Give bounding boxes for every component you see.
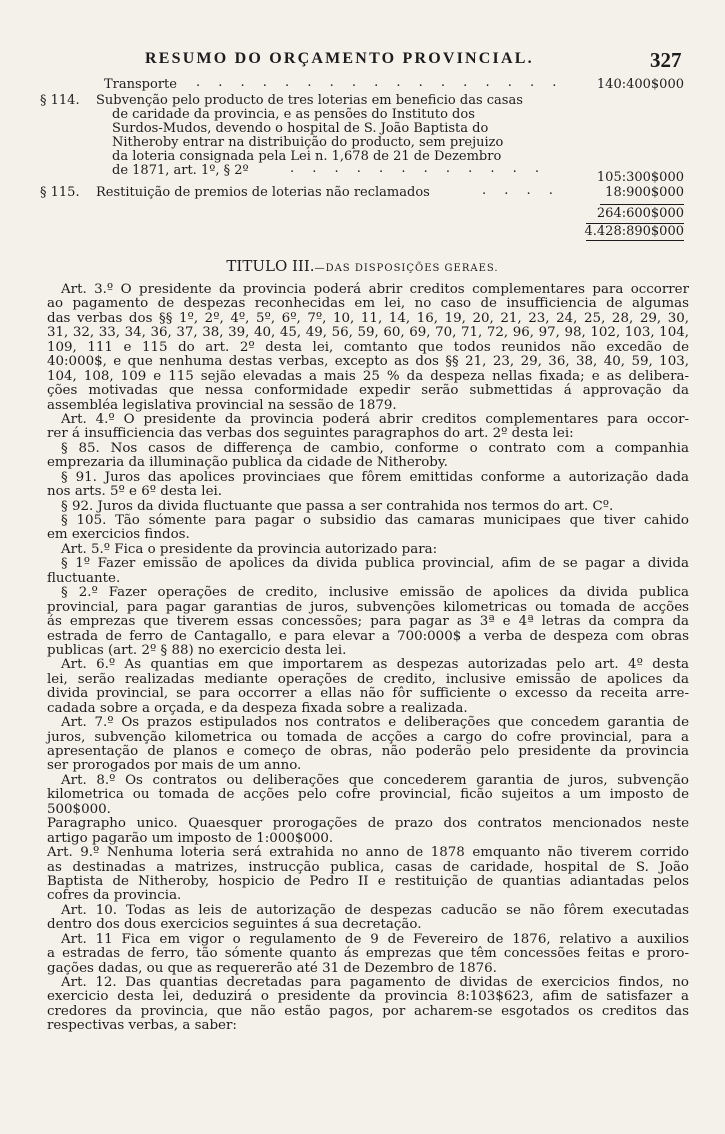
item-114-line: de caridade da provincia, e as pensões do Instituto dos <box>112 107 475 122</box>
text-line: das verbas dos §§ 1º, 2º, 4º, 5º, 6º, 7º, 10, 11, 14, 16, 19, 20, 21, 23, 24, 25, 28, 29, 30, <box>47 310 689 326</box>
running-head <box>0 48 725 72</box>
text-line: Art. 11 Fica em vigor o regulamento de 9 de Fevereiro de 1876, relativo a auxilios <box>61 931 689 947</box>
text-line: em exercicios findos. <box>47 527 190 543</box>
item-115-value: 18:900$000 <box>605 185 684 200</box>
text-line: 500$000. <box>47 801 111 817</box>
text-line: Art. 12. Das quantias decretadas para pagamento de dividas de exercicios findos, no <box>61 975 689 990</box>
text-line: cofres da provincia. <box>47 888 182 904</box>
section-115: § 115. <box>40 185 80 200</box>
text-line: credores da provincia, que não estão pagos, por acharem-se esgotados os creditos das <box>47 1003 689 1019</box>
text-line: Art. 6.º As quantias em que importarem as despezas autorizadas pelo art. 4º desta <box>61 657 689 673</box>
section-114: § 114. <box>40 93 80 108</box>
sum-rule <box>586 240 684 241</box>
text-line: exercicio desta lei, deduzirá o presidente da provincia 8:103$623, afim de satisfazer a <box>47 989 689 1005</box>
text-line: Art. 8.º Os contratos ou deliberações que concederem garantia de juros, subvenção <box>61 772 689 788</box>
body-text <box>47 283 689 1034</box>
item-114-line: Nitheroby entrar na distribuição do producto, sem prejuizo <box>112 135 504 150</box>
text-line: lei, serão realizadas mediante operações de credito, inclusive emissão de apolices da <box>47 671 689 687</box>
transport-label: Transporte <box>104 77 177 92</box>
text-line: rer á insufficiencia das verbas dos seguintes paragraphos do art. 2º desta lei: <box>47 426 574 442</box>
leader-dots: . . . . . . . . . . . . <box>290 161 547 176</box>
text-line: emprezaria da illuminação publica da cidade de Nitheroby. <box>47 455 448 471</box>
text-line: cadada sobre a orçada, e da despeza fixada sobre a realizada. <box>47 700 468 716</box>
text-line: ás emprezas que tiverem essas concessões; para pagar as 3ª e 4ª letras da compra da <box>47 614 689 630</box>
text-line: § 2.º Fazer operações de credito, inclusive emissão de apolices da divida publica <box>61 585 689 601</box>
text-line: respectivas verbas, a saber: <box>47 1018 237 1034</box>
leader-dots: . . . . <box>482 183 560 198</box>
running-title: RESUMO DO ORÇAMENTO PROVINCIAL. <box>145 50 534 67</box>
item-114-line: da loteria consignada pela Lei n. 1,678 de 21 de Dezembro <box>112 149 502 164</box>
text-line: provincial, para pagar garantias de juros, subvenções kilometricas ou tomada de acções <box>47 599 689 615</box>
text-line: estrada de ferro de Cantagallo, e para elevar a 700:000$ a verba de despeza com obras <box>47 628 689 644</box>
text-line: Paragrapho unico. Quaesquer prorogações de prazo dos contratos mencionados neste <box>47 816 689 832</box>
transport-value: 140:400$000 <box>596 77 684 92</box>
text-line: § 92. Juros da divida fluctuante que passa a ser contrahida nos termos do art. Cº. <box>61 498 614 514</box>
item-115-text: Restituição de premios de loterias não reclamados <box>96 185 430 200</box>
text-line: ções motivadas que nessa conformidade expedir serão submettidas á approvação da <box>47 383 689 399</box>
section-title <box>0 256 725 275</box>
leader-dots: . . . . . . . . . . . . . . . . . <box>196 75 564 90</box>
text-line: ser prorogados por mais de um anno. <box>47 758 302 774</box>
text-line: Art. 10. Todas as leis de autorização de despezas caducão se não fôrem executadas <box>61 902 689 918</box>
title-sub: —DAS DISPOSIÇÕES GERAES. <box>314 263 499 274</box>
text-line: Art. 4.º O presidente da provincia poderá abrir creditos complementares para occor- <box>61 411 689 427</box>
text-line: dentro dos dous exercicios seguintes á sua decretação. <box>47 917 422 933</box>
text-line: 104, 108, 109 e 115 sejão elevadas a mais 25 % da despeza nellas fixada; e as delibera- <box>47 368 689 384</box>
text-line: Art. 5.º Fica o presidente da provincia autorizado para: <box>61 541 438 557</box>
text-line: publicas (art. 2º § 88) no exercicio desta lei. <box>47 642 347 658</box>
text-line: § 1º Fazer emissão de apolices da divida publica provincial, afim de se pagar a divida <box>61 556 689 572</box>
text-line: a estradas de ferro, tão sómente quanto ás emprezas que têm concessões feitas e proro- <box>47 946 689 962</box>
text-line: juros, subvenção kilometrica ou tomada de acções a cargo do cofre provincial, para a <box>47 729 689 745</box>
text-line: § 85. Nos casos de differença de cambio, conforme o contrato com a companhia <box>61 440 689 456</box>
text-line: kilometrica ou tomada de acções pelo cofre provincial, ficão sujeitos a um imposto de <box>47 787 689 803</box>
budget-subtotal: 264:600$000 <box>596 206 684 221</box>
text-line: as destinadas a matrizes, instrucção publica, casas de caridade, hospital de S. João <box>47 859 689 875</box>
text-line: 31, 32, 33, 34, 36, 37, 38, 39, 40, 45, 49, 56, 59, 60, 69, 70, 71, 72, 96, 97, 98, 102, 103, 104, <box>47 325 689 341</box>
item-114-value: 105:300$000 <box>596 170 684 185</box>
text-line: apresentação de planos e começo de obras, não poderão pelo presidente da provincia <box>47 744 689 759</box>
text-line: Art. 9.º Nenhuma loteria será extrahida no anno de 1878 emquanto não tiverem corrido <box>47 845 689 861</box>
text-line: Art. 7.º Os prazos estipulados nos contratos e deliberações que concedem garantia de <box>61 715 689 731</box>
text-line: nos arts. 5º e 6º desta lei. <box>47 484 223 500</box>
title-main: TITULO III. <box>226 257 315 275</box>
text-line: 40:000$, e que nenhuma destas verbas, excepto as dos §§ 21, 23, 29, 36, 38, 40, 59, 103, <box>47 354 689 370</box>
text-line: fluctuante. <box>47 570 121 586</box>
budget-total: 4.428:890$000 <box>584 224 684 239</box>
item-114-line: Subvenção pelo producto de tres loterias em beneficio das casas <box>96 93 523 108</box>
item-114-line: de 1871, art. 1º, § 2º <box>112 163 249 178</box>
text-line: gações dadas, ou que as requererão até 31 de Dezembro de 1876. <box>47 960 497 976</box>
text-line: § 105. Tão sómente para pagar o subsidio das camaras municipaes que tiver cahido <box>61 513 689 528</box>
page-number: 327 <box>650 48 682 72</box>
text-line: § 91. Juros das apolices provinciaes que fôrem emittidas conforme a autorização dada <box>61 469 689 485</box>
text-line: ao pagamento de despezas reconhecidas em lei, no caso de insufficiencia de algumas <box>47 296 689 312</box>
text-line: divida provincial, se para occorrer a ellas não fôr sufficiente o excesso da receita arre- <box>47 686 689 702</box>
item-114-line: Surdos-Mudos, devendo o hospital de S. João Baptista do <box>112 121 489 136</box>
text-line: assembléa legislativa provincial na sessão de 1879. <box>47 397 397 413</box>
text-line: 109, 111 e 115 do art. 2º desta lei, comtanto que todos reunidos não excedão de <box>47 339 689 355</box>
text-line: artigo pagarão um imposto de 1:000$000. <box>47 830 334 846</box>
text-line: Art. 3.º O presidente da provincia poderá abrir creditos complementares para occorrer <box>61 282 689 297</box>
text-line: Baptista de Nitheroby, hospicio de Pedro II e restituição de quantias adiantadas pelos <box>47 873 689 889</box>
sum-rule <box>600 204 684 205</box>
